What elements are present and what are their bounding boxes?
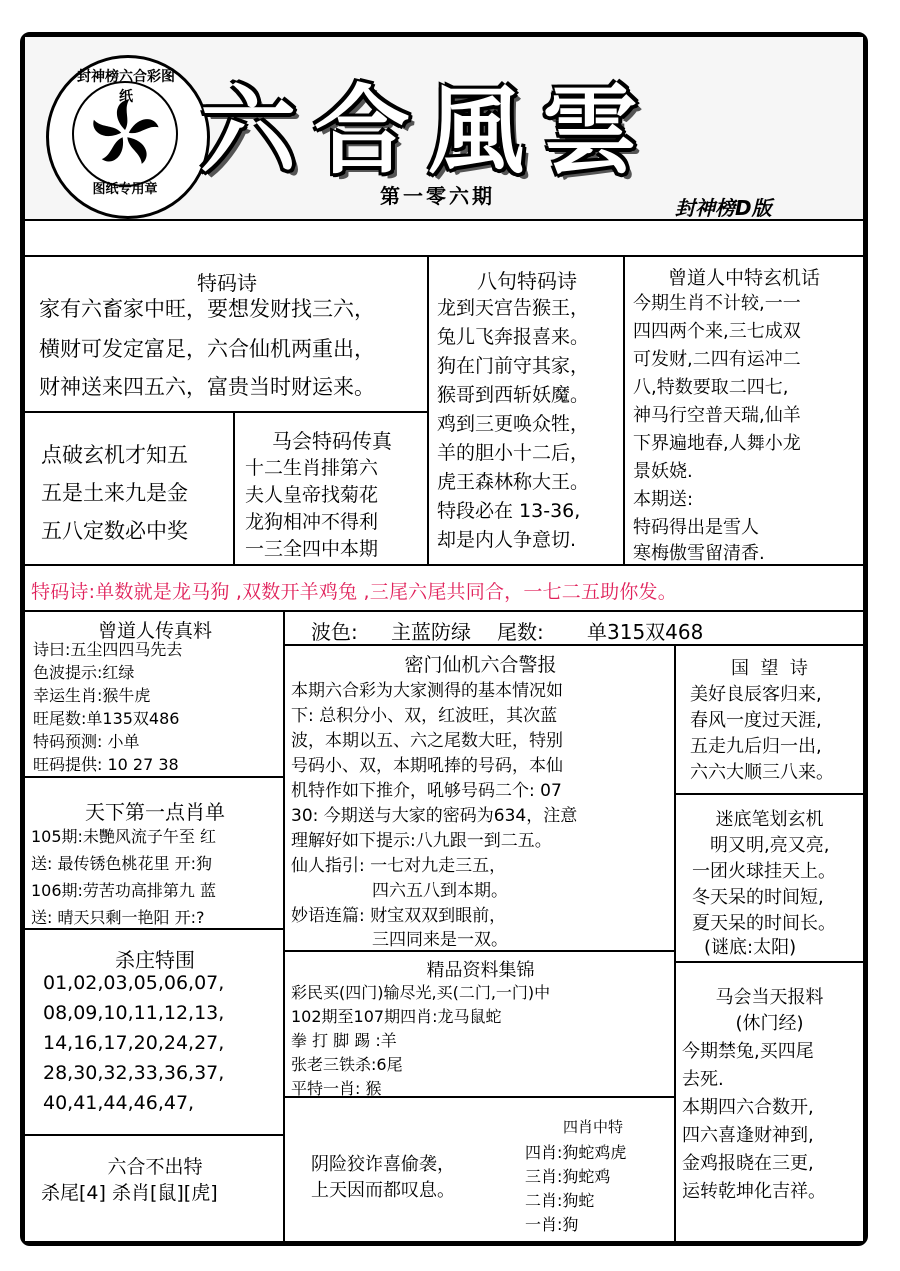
nation-poem-line: 美好良辰客归来, — [690, 684, 822, 705]
four-zodiac-line: 四肖:狗蛇鸡虎 — [525, 1143, 627, 1162]
poem-title: 特码诗 — [197, 271, 257, 295]
poem-line: 财神送来四五六，富贵当时财运来。 — [39, 375, 375, 399]
secret-line: 理解好如下提示:八九跟一到二五。 — [291, 831, 552, 851]
kill-nums-box — [25, 930, 285, 1136]
secret-line: 四六五八到本期。 — [291, 881, 509, 901]
seal-ring-text: 封神榜六合彩图纸 — [77, 69, 175, 105]
jingpin-line: 彩民买(四门)输尽光,买(二门,一门)中 — [291, 983, 551, 1002]
tianxia-title: 天下第一点肖单 — [85, 800, 225, 824]
poem-line: 家有六畜家中旺，要想发财找三六， — [39, 297, 375, 321]
color-label: 波色: — [311, 620, 358, 644]
jingpin-line: 102期至107期四肖:龙马鼠蛇 — [291, 1007, 502, 1026]
mahui-today-title: 马会当天报料 — [715, 987, 824, 1008]
jingpin-line: 张老三铁杀:6尾 — [291, 1055, 403, 1074]
kill-nums-line: 40,41,44,46,47, — [43, 1092, 195, 1114]
riddle-title: 迷底笔划玄机 — [715, 809, 824, 830]
secret-line: 妙语连篇: 财宝双双到眼前， — [291, 906, 507, 926]
four-zodiac-line: 三肖:狗蛇鸡 — [525, 1167, 611, 1186]
kill-nums-line: 01,02,03,05,06,07, — [43, 972, 225, 994]
no-special-line: 杀尾[4] 杀肖[鼠][虎] — [41, 1182, 218, 1204]
eight-poem-line: 鸡到三更唤众牲， — [437, 413, 590, 435]
tianxia-line: 105期:未艷风流子午至 红 — [31, 827, 217, 846]
mahui-today-line: 今期禁兔,买四尾 — [682, 1041, 814, 1062]
kill-nums-line: 28,30,32,33,36,37, — [43, 1062, 225, 1084]
zeng-line: 景妖娆. — [633, 461, 693, 482]
mahui-today-line: 去死. — [682, 1069, 724, 1090]
red-banner — [25, 566, 863, 612]
eight-poem-line: 虎王森林称大王。 — [437, 471, 590, 493]
mahui-line: 龙狗相冲不得利 — [245, 511, 379, 533]
eight-poem-line: 猴哥到西斩妖魔。 — [437, 384, 590, 406]
tip-box — [25, 413, 235, 566]
tip-line: 五是土来九是金 — [41, 481, 188, 505]
banner-text: 特码诗:单数就是龙马狗 ,双数开羊鸡兔 ,三尾六尾共同合，一七二五助你发。 — [31, 581, 677, 603]
mahui-today-box — [676, 963, 863, 1241]
riddle-line: 冬天呆的时间短, — [692, 887, 824, 908]
issue-number: 第一零六期 — [380, 184, 495, 208]
kill-nums-line: 08,09,10,11,12,13, — [43, 1002, 225, 1024]
jingpin-line: 拳 打 脚 踢 :羊 — [291, 1031, 397, 1050]
zeng-line: 可发财,二四有运冲二 — [633, 349, 801, 370]
secret-title: 密门仙机六合警报 — [404, 654, 557, 676]
eight-poem-line: 却是内人争意切. — [437, 529, 577, 551]
riddle-line: 夏天呆的时间长。 — [692, 913, 836, 934]
secret-line: 三四同来是一双。 — [291, 930, 509, 950]
zeng-line: 本期送: — [633, 489, 694, 510]
page-title: 六合風雲 — [200, 74, 656, 187]
four-zodiac-line: 一肖:狗 — [525, 1215, 579, 1234]
seal-bottom-text: 图纸专用章 — [92, 182, 158, 197]
eight-poem-line: 羊的胆小十二后， — [437, 442, 590, 464]
zeng-title: 曾道人中特玄机话 — [667, 267, 820, 289]
tianxia-line: 送: 最传锈色桃花里 开:狗 — [31, 854, 212, 873]
secret-line: 号码小、双，本期吼捧的号码，本仙 — [291, 756, 563, 776]
zeng-line: 今期生肖不计较,一一 — [633, 293, 801, 314]
zeng-line: 神马行空普天瑞,仙羊 — [633, 405, 801, 426]
poem-box — [25, 257, 429, 413]
mahui-line: 一三全四中本期 — [245, 538, 379, 560]
bottom-poem-line: 上天因而都叹息。 — [311, 1180, 455, 1201]
secret-line: 30: 今期送与大家的密码为634，注意 — [291, 806, 578, 826]
tip-line: 点破玄机才知五 — [41, 443, 188, 467]
mahui-today-subtitle: (休门经) — [735, 1013, 804, 1034]
tianxia-box — [25, 778, 285, 930]
zeng-fax-line: 诗曰:五尘四四马先去 — [33, 640, 183, 659]
mahui-today-line: 金鸡报晓在三更, — [682, 1153, 814, 1174]
secret-line: 本期六合彩为大家测得的基本情况如 — [291, 681, 563, 701]
eight-poem-line: 龙到天宫告猴王， — [437, 297, 590, 319]
nation-poem-box — [676, 646, 863, 795]
eight-poem-line: 狗在门前守其家， — [437, 355, 590, 377]
no-special-title: 六合不出特 — [107, 1156, 203, 1178]
nation-poem-line: 春风一度过天涯, — [690, 710, 822, 731]
kill-nums-line: 14,16,17,20,24,27, — [43, 1032, 225, 1054]
mahui-title: 马会特码传真 — [272, 429, 392, 453]
eight-poem-line: 特段必在 13-36, — [437, 500, 581, 522]
zeng-fax-line: 特码预测: 小单 — [33, 732, 140, 751]
zeng-fax-line: 幸运生肖:猴牛虎 — [33, 686, 151, 705]
zeng-fax-line: 旺尾数:单135双486 — [33, 709, 180, 728]
zeng-line: 八,特数要取二四七, — [633, 377, 789, 398]
tail-value: 单315双468 — [587, 620, 704, 644]
jingpin-line: 平特一肖: 猴 — [291, 1079, 382, 1098]
tianxia-line: 106期:劳苦功高排第九 蓝 — [31, 881, 217, 900]
jingpin-title: 精品资料集锦 — [426, 960, 535, 981]
tail-label: 尾数: — [497, 620, 544, 644]
color-value: 主蓝防绿 — [391, 620, 471, 644]
eight-poem-line: 兔儿飞奔报喜来。 — [437, 326, 590, 348]
bottom-poem-box — [285, 1098, 676, 1241]
eight-poem-box — [429, 257, 625, 566]
mahui-today-line: 本期四六合数开, — [682, 1097, 814, 1118]
nation-poem-title: 国 望 诗 — [731, 658, 808, 679]
eight-poem-title: 八句特码诗 — [477, 269, 577, 293]
riddle-line: 明又明,亮又亮, — [710, 835, 830, 856]
zeng-fax-line: 旺码提供: 10 27 38 — [33, 755, 179, 774]
mahui-line: 夫人皇帝找菊花 — [245, 484, 379, 506]
secret-line: 仙人指引: 一七对九走三五， — [291, 856, 507, 876]
secret-line: 机特作如下推介，吼够号码二个: 07 — [291, 781, 562, 801]
poem-line: 横财可发定富足，六合仙机两重出， — [39, 337, 375, 361]
kill-nums-title: 杀庄特围 — [115, 948, 195, 972]
zeng-line: 寒梅傲雪留清香. — [633, 543, 765, 564]
zeng-fax-box — [25, 612, 285, 778]
blank-strip — [25, 221, 863, 257]
zeng-box — [625, 257, 863, 566]
zeng-line: 四四两个来,三七成双 — [633, 321, 801, 342]
riddle-box — [676, 795, 863, 963]
nation-poem-line: 五走九后归一出, — [690, 736, 822, 757]
mahui-today-line: 运转乾坤化吉祥。 — [682, 1181, 826, 1202]
four-zodiac-line: 二肖:狗蛇 — [525, 1191, 595, 1210]
mahui-line: 十二生肖排第六 — [245, 457, 379, 479]
zeng-fax-line: 色波提示:红绿 — [33, 663, 135, 682]
seal-stamp — [46, 55, 210, 219]
bottom-poem-line: 阴险狡诈喜偷袭， — [311, 1154, 455, 1175]
tip-line: 五八定数必中奖 — [41, 519, 188, 543]
nation-poem-line: 六六大顺三八来。 — [690, 762, 834, 783]
zeng-line: 特码得出是雪人 — [633, 517, 759, 538]
riddle-line: (谜底:太阳) — [704, 937, 797, 958]
no-special-box — [25, 1136, 285, 1241]
mahui-box — [235, 413, 429, 566]
secret-box — [285, 646, 676, 952]
edition-label: 封神榜D版 — [675, 196, 772, 220]
secret-line: 下: 总积分小、双，红波旺，其次蓝 — [291, 706, 558, 726]
four-zodiac-title: 四肖中特 — [563, 1118, 624, 1136]
secret-line: 波，本期以五、六之尾数大旺，特别 — [291, 731, 563, 751]
riddle-line: 一团火球挂天上。 — [692, 861, 836, 882]
zeng-line: 下界遍地春,人舞小龙 — [633, 433, 801, 454]
jingpin-box — [285, 952, 676, 1098]
mahui-today-line: 四六喜逢财神到, — [682, 1125, 814, 1146]
color-bar — [285, 612, 863, 646]
tianxia-line: 送: 晴天只剩一艳阳 开:? — [31, 908, 205, 927]
zeng-fax-title: 曾道人传真料 — [97, 620, 212, 642]
